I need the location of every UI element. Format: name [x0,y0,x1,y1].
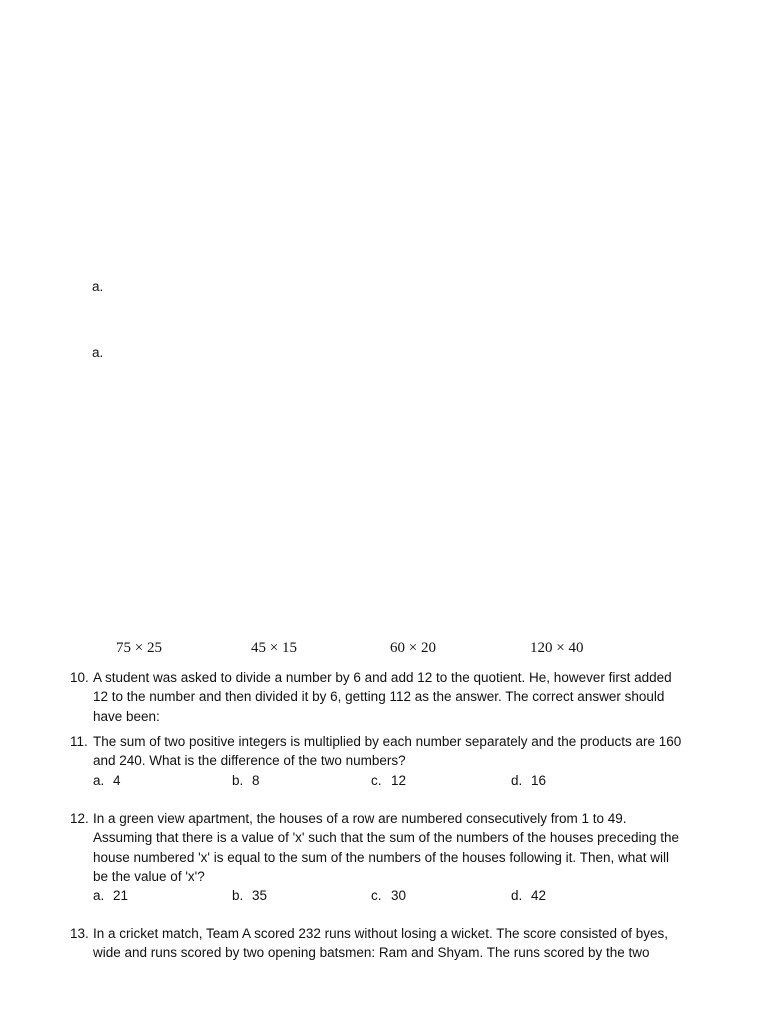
question-line: and 240. What is the difference of the two numbers? [93,753,406,769]
option-c: c. 30 [371,888,407,904]
question-line: Assuming that there is a value of 'x' such that the sum of the numbers of the houses preceding the [93,830,679,846]
question-line: In a cricket match, Team A scored 232 runs without losing a wicket. The score consisted of byes, [93,926,669,941]
question-number: 12. [70,811,89,826]
question-line: wide and runs scored by two opening batsmen: Ram and Shyam. The runs scored by the two [93,945,650,961]
question-number: 13. [70,926,89,941]
option-a: a. 21 [93,888,129,904]
question-text [93,809,720,886]
question-10 [70,668,720,726]
option-d: d. 16 [511,772,547,788]
question-12 [70,809,720,905]
question-line: The sum of two positive integers is multiplied by each number separately and the products are 160 [93,734,682,749]
math-expression: 60 × 20 [390,640,436,656]
math-expression: 45 × 15 [251,640,297,656]
question-line: have been: [93,708,160,724]
question-13 [70,924,720,963]
question-line: house numbered 'x' is equal to the sum of the numbers of the houses following it. Then, what will [93,849,669,865]
options-row [93,886,720,905]
question-line: 12 to the number and then divided it by 6, getting 112 as the answer. The correct answer should [93,689,665,705]
option-d: d. 42 [511,888,547,904]
option-b: b. 35 [232,888,268,904]
question-number: 10. [70,670,89,685]
question-text [93,668,720,726]
question-line: A student was asked to divide a number by 6 and add 12 to the quotient. He, however first added [93,670,672,685]
stray-option-label: a. [92,345,104,360]
question-line: In a green view apartment, the houses of a row are numbered consecutively from 1 to 49. [93,811,627,826]
question-11 [70,732,720,790]
question-number: 11. [70,734,88,749]
option-a: a. 4 [93,772,121,788]
math-expression: 75 × 25 [116,640,162,656]
question-text [93,924,720,963]
question-line: be the value of 'x'? [93,868,205,884]
math-expression: 120 × 40 [530,640,584,656]
question-text [93,732,720,771]
option-c: c. 12 [371,772,407,788]
stray-option-label: a. [92,279,104,294]
option-b: b. 8 [232,772,260,788]
options-row [93,771,720,790]
